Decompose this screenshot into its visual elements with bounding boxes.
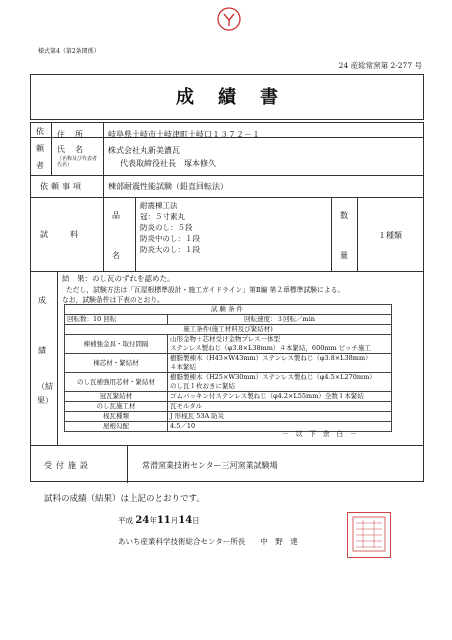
date-month: 11 xyxy=(156,515,171,526)
spec-row-label: 棟補強金具・取付間隔 xyxy=(65,335,168,354)
qty-label-2: 量 xyxy=(340,251,348,260)
product-label-2: 名 xyxy=(112,251,120,260)
results-label-1: 成 xyxy=(38,296,46,305)
applicant-section-label-1: 依 xyxy=(36,127,44,136)
date-era: 平成 xyxy=(118,516,133,525)
spec-row-line: のし瓦１枚おきに緊結 xyxy=(168,382,392,392)
company-name: 株式会社丸新美濃瓦 xyxy=(108,146,180,155)
closing-statement: 試料の成績（結果）は上記のとおりです。 xyxy=(44,494,205,504)
form-number: 様式第4（第2条関係） xyxy=(38,48,100,55)
address-value: 岐阜県土岐市土岐津町土岐口１３７２－１ xyxy=(108,130,260,139)
results-end-marker: － 以 下 余 白 － xyxy=(282,430,357,438)
seal-pattern-icon xyxy=(352,516,386,552)
product-line-2: 冠：５寸素丸 xyxy=(140,212,185,221)
issuer-line: あいち産業科学技術総合センター所長 中 野 達 xyxy=(118,537,298,546)
address-label: 住所 xyxy=(57,130,93,139)
spec-row-line: 樹脂製棟木（H43×W43mm）ステンレス製ねじ（φ3.8×L38mm） xyxy=(168,354,392,364)
applicant-section-label-2: 頼 xyxy=(36,144,44,153)
spec-row-label: のし瓦補強用芯材・緊結材 xyxy=(65,373,168,392)
spec-row-line: 樹脂製棟木（H25×W30mm）ステンレス製ねじ（φ4.5×L270mm） xyxy=(168,373,392,383)
emblem-logo-icon xyxy=(216,6,242,32)
document-number: 24 産総常窯第 2-277 号 xyxy=(338,61,422,70)
date-day: 14 xyxy=(178,515,193,526)
request-value: 棟部耐震性能試験（鉛直回転法） xyxy=(108,182,228,191)
issue-date xyxy=(118,515,200,526)
name-label: 氏名 xyxy=(57,145,93,154)
spec-row-label: のし瓦施工材 xyxy=(65,402,168,412)
sample-label: 試料 xyxy=(40,230,100,239)
test-conditions-table xyxy=(64,304,392,432)
qty-value: １種類 xyxy=(378,231,402,240)
title-box xyxy=(30,74,424,120)
request-label: 依頼事項 xyxy=(40,182,84,191)
results-label-2: 績 xyxy=(38,346,46,355)
applicant-section-label-3: 者 xyxy=(36,161,44,170)
results-label-3: （結 果） xyxy=(37,382,53,405)
spec-row-label: 桟瓦種類 xyxy=(65,412,168,422)
product-line-4: 防炎中のし：１段 xyxy=(140,234,200,243)
date-year: 24 xyxy=(135,515,150,526)
spec-row-line: ステンレス製ねじ（φ3.8×L38mm）４本緊結，600mm ピッチ施工 xyxy=(168,344,392,354)
cond-header: 試験条件 xyxy=(65,305,392,315)
cond-speed: 回転速度：３回転／min xyxy=(168,315,392,325)
results-note-1: ただし，試験方法は「瓦屋根標準設計・施工ガイドライン」第Ⅱ編 第２章標準試験による。 xyxy=(66,286,345,294)
representative-name: 代表取締役社長 塚本修久 xyxy=(120,159,216,168)
results-note-2: なお，試験条件は下表のとおり。 xyxy=(62,296,164,304)
results-headline: 結 果：のし瓦のずれを認めた。 xyxy=(62,274,175,283)
spec-row-label: 冠瓦緊結材 xyxy=(65,392,168,402)
product-label-1: 品 xyxy=(112,211,120,220)
date-day-unit: 日 xyxy=(192,516,200,525)
reception-value: 常滑窯業技術センター三河窯業試験場 xyxy=(142,461,278,470)
cond-rotations: 回転数：10 回転 xyxy=(65,315,168,325)
product-line-5: 防炎大のし：１段 xyxy=(140,245,200,254)
spec-row-line: J 形桟瓦 53A 防災 xyxy=(168,412,392,422)
spec-row-label: 屋根勾配 xyxy=(65,422,168,432)
date-year-unit: 年 xyxy=(149,516,157,525)
spec-header: 施工条件(施工材料及び緊結材) xyxy=(65,325,392,335)
official-seal-stamp xyxy=(347,512,391,558)
product-line-1: 耐震棟工法 xyxy=(140,201,178,210)
name-note: （名称及び代表者氏名） xyxy=(57,156,98,168)
spec-row-label: 棟芯材・緊結材 xyxy=(65,354,168,373)
date-month-unit: 月 xyxy=(170,516,179,525)
product-line-3: 防炎のし：５段 xyxy=(140,223,193,232)
spec-row-line: 山形金物＋芯材受け金物プレス一体型 xyxy=(168,335,392,345)
spec-row-line: ゴムパッキン付ステンレス製ねじ（φ4.2×L55mm）全数１本緊結 xyxy=(168,392,392,402)
spec-row-line: 4.5／10 xyxy=(168,422,392,432)
spec-row-line: ４本緊結 xyxy=(168,363,392,373)
spec-row-line: 瓦モルタル xyxy=(168,402,392,412)
qty-label-1: 数 xyxy=(340,211,348,220)
document-title: 成績書 xyxy=(176,87,302,108)
reception-label: 受付施設 xyxy=(44,461,92,470)
